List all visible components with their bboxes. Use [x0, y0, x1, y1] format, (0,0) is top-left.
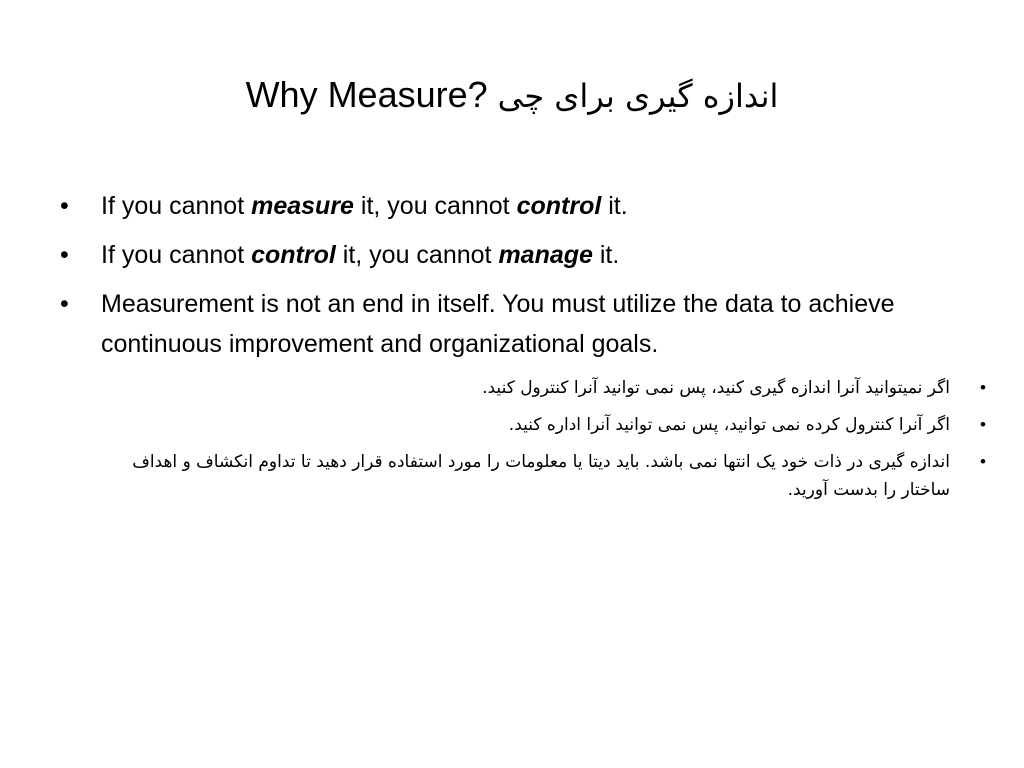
emphasis-text: control — [251, 241, 336, 269]
bullet-icon: • — [980, 378, 986, 397]
emphasis-text: manage — [498, 241, 593, 269]
slide-title — [40, 70, 984, 121]
emphasis-text: measure — [251, 192, 354, 220]
list-item — [60, 284, 1000, 364]
bullet-text: اندازه گیری در ذات خود یک انتها نمی باشد. باید دیتا یا معلومات را مورد استفاده قرار دهید تا تداوم انکشاف و اهداف ساختار را بدست آورید. — [132, 452, 950, 500]
bullet-text: Measurement is not an end in itself. You must utilize the data to achieve continuous improvement and organizational goals. — [101, 290, 895, 358]
english-bullet-list — [60, 186, 1000, 373]
bullet-text: If you cannot — [101, 241, 252, 269]
title-english: Why Measure? — [245, 74, 488, 115]
bullet-text: If you cannot — [101, 192, 252, 220]
title-persian: اندازه گیری برای چی — [497, 77, 779, 115]
list-item — [80, 448, 990, 504]
bullet-icon: • — [60, 290, 69, 318]
bullet-text: it. — [601, 192, 628, 220]
bullet-icon: • — [980, 452, 986, 471]
emphasis-text: control — [516, 192, 602, 220]
list-item — [60, 235, 1000, 275]
list-item — [80, 374, 990, 402]
bullet-icon: • — [60, 241, 69, 269]
bullet-text: اگر آنرا کنترول کرده نمی توانید، پس نمی توانید آنرا اداره کنید. — [508, 415, 950, 435]
bullet-text: it. — [592, 241, 620, 269]
bullet-text: it, you cannot — [353, 192, 517, 220]
bullet-text: it, you cannot — [335, 241, 499, 269]
list-item — [80, 411, 990, 439]
list-item — [60, 186, 1000, 226]
bullet-icon: • — [60, 192, 69, 220]
bullet-icon: • — [980, 415, 986, 434]
persian-bullet-list — [80, 374, 990, 513]
bullet-text: اگر نمیتوانید آنرا اندازه گیری کنید، پس نمی توانید آنرا کنترول کنید. — [482, 378, 950, 398]
